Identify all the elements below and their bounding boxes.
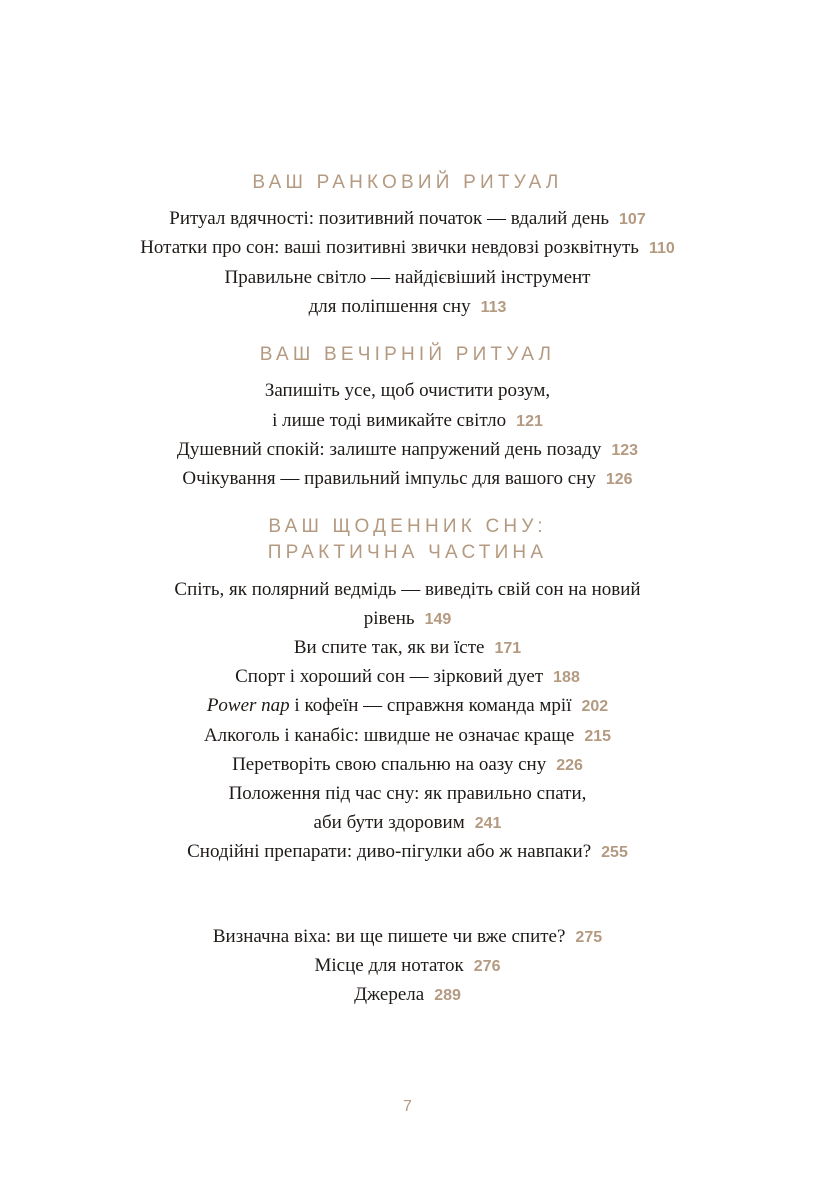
toc-entry-page: 215: [584, 728, 612, 745]
toc-entry-page: 107: [619, 211, 646, 228]
toc-entry: [0, 292, 815, 322]
toc-entry: [0, 951, 815, 981]
toc-entry-page: 126: [605, 471, 633, 488]
toc-entry: [0, 922, 815, 952]
toc-entry: [0, 376, 815, 405]
toc-entry-page: 188: [553, 669, 580, 686]
toc-entry: [0, 837, 815, 867]
toc-entry: [0, 464, 815, 494]
toc-entry-title: Ви спите так, як ви їсте: [293, 637, 485, 658]
toc-entry-title: Душевний спокій: залиште напружений день позаду: [176, 439, 602, 460]
section-heading-sleep-diary-subtitle: ПРАКТИЧНА ЧАСТИНА: [267, 542, 548, 563]
toc-entry-page: 202: [581, 698, 609, 715]
toc-entry: [0, 662, 815, 692]
toc-entry-page: 255: [601, 844, 628, 861]
toc-entry-page: 171: [494, 640, 522, 657]
toc-entry-page: 121: [516, 413, 543, 430]
toc-entry-title: аби бути здоровим: [313, 812, 465, 833]
toc-entry-title: Спіть, як полярний ведмідь — виведіть свій сон на новий: [174, 579, 641, 600]
page-number: 7: [403, 1098, 412, 1115]
toc-entry-title: Нотатки про сон: ваші позитивні звички невдовзі розквітнуть: [140, 237, 639, 258]
toc-entry-italic-term: Power nap: [206, 695, 290, 716]
toc-entry: [0, 779, 815, 808]
toc-entry-title: Положення під час сну: як правильно спати,: [228, 783, 587, 804]
toc-entry-page: 123: [611, 442, 639, 459]
toc-entry: [0, 233, 815, 263]
toc-entry: [0, 750, 815, 780]
toc-entry-title: Визначна віха: ви ще пишете чи вже спите?: [212, 926, 566, 947]
toc-entry: [0, 435, 815, 465]
toc-entry-title: і кофеїн — справжня команда мрії: [289, 695, 572, 716]
toc-entry: [0, 204, 815, 234]
toc-entry-title: Ритуал вдячності: позитивний початок — вдалий день: [169, 208, 610, 229]
toc-entry: [0, 691, 815, 721]
toc-entry-title: Правильне світло — найдієвіший інструмент: [224, 267, 591, 288]
toc-entry: [0, 721, 815, 751]
toc-entry-page: 241: [474, 815, 502, 832]
toc-entry: [0, 575, 815, 604]
toc-entry-title: Алкоголь і канабіс: швидше не означає краще: [203, 725, 575, 746]
toc-entry: [0, 604, 815, 634]
toc-entry-page: 113: [480, 299, 507, 316]
toc-entry-page: 289: [434, 987, 461, 1004]
toc-entry-title: Снодійні препарати: диво-пігулки або ж навпаки?: [187, 841, 592, 862]
toc-entry-page: 149: [424, 611, 452, 628]
section-heading-sleep-diary: ВАШ ЩОДЕННИК СНУ:: [268, 516, 547, 537]
toc-entry: [0, 406, 815, 436]
toc-entry-title: Джерела: [354, 984, 425, 1005]
section-heading-evening-ritual: ВАШ ВЕЧІРНІЙ РИТУАЛ: [259, 344, 556, 365]
toc-entry: [0, 633, 815, 663]
toc-entry-title: Місце для нотаток: [314, 955, 464, 976]
toc-entry-page: 275: [575, 929, 603, 946]
section-heading-morning-ritual: ВАШ РАНКОВИЙ РИТУАЛ: [252, 172, 563, 193]
toc-entry-title: і лише тоді вимикайте світло: [272, 410, 507, 431]
toc-entry-title: рівень: [363, 608, 415, 629]
toc-entry-page: 110: [648, 240, 675, 257]
toc-entry-title: Перетворіть свою спальню на оазу сну: [232, 754, 547, 775]
toc-entry: [0, 263, 815, 292]
toc-entry-title: Запишіть усе, щоб очистити розум,: [264, 380, 551, 401]
toc-entry: [0, 980, 815, 1010]
toc-entry-page: 276: [473, 958, 501, 975]
toc-entry: [0, 808, 815, 838]
toc-entry-title: для поліпшення сну: [308, 296, 471, 317]
toc-entry-page: 226: [556, 757, 583, 774]
toc-entry-title: Спорт і хороший сон — зірковий дует: [235, 666, 544, 687]
toc-entry-title: Очікування — правильний імпульс для вашого сну: [182, 468, 596, 489]
